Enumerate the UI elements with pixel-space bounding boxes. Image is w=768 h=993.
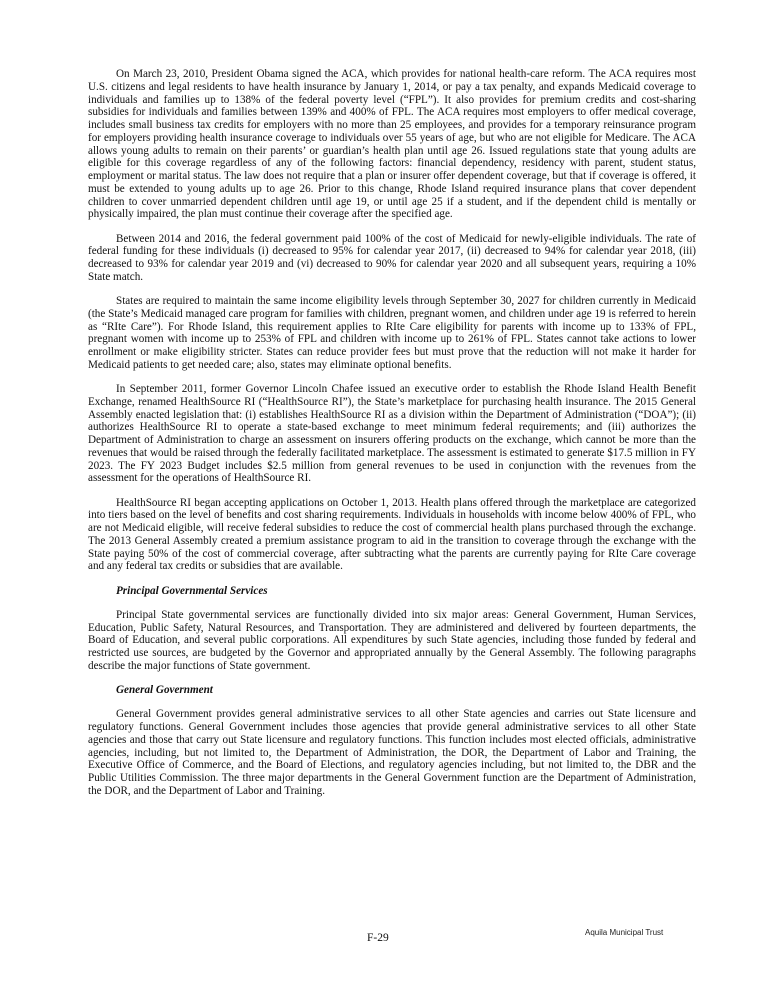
paragraph-aca: On March 23, 2010, President Obama signed the ACA, which provides for national health-care reform. The ACA requires most U.S. citizens and legal residents to have health insurance by January 1, 2014, or pay a tax penalty, and expands Medicaid coverage to individuals and families up to 138% of the federal poverty level (“FPL”). It also provides for premium credits and cost-sharing subsidies for individuals and families between 139% and 400% of FPL. The ACA requires most employers to offer medical coverage, includes small business tax credits for employers with no more than 25 employees, and provides for a temporary reinsurance program for employers providing health insurance coverage to individuals over 55 years of age, but who are not eligible for Medicare. The ACA allows young adults to remain on their parents’ or guardian’s health plan until age 26. Issued regulations state that young adults are eligible for this coverage regardless of any of the following factors: financial dependency, residency with parent, student status, employment or marital status. The law does not require that a plan or insurer offer dependent coverage, but that if coverage is offered, it must be extended to young adults up to age 26. Prior to this change, Rhode Island required insurance plans that cover dependent children to cover unmarried dependent children until age 19, or until age 25 if a student, and if the dependent child is mentally or physically impaired, the plan must continue their coverage after the specified age. xyxy=(88,68,696,221)
paragraph-principal-services: Principal State governmental services are functionally divided into six major areas: General Government, Human Services, Education, Public Safety, Natural Resources, and Transportation. They are administered and delivered by fourteen departments, the Board of Education, and several public corporations. All expenditures by such State agencies, including those funded by federal and restricted use sources, are budgeted by the Governor and appropriated annually by the General Assembly. The following paragraphs describe the major functions of State government. xyxy=(88,608,696,672)
page-number: F-29 xyxy=(367,932,389,944)
paragraph-income-eligibility: States are required to maintain the same income eligibility levels through September 30, 2027 for children currently in Medicaid (the State’s Medicaid managed care program for families with children, pregnant women, and children under age 19 is referred to herein as “RIte Care”). For Rhode Island, this requirement applies to RIte Care eligibility for parents with income up to 133% of FPL, pregnant women with income up to 253% of FPL and children with income up to 261% of FPL. States cannot take actions to lower enrollment or make eligibility stricter. States can reduce provider fees but must prove that the reduction will not make it harder for Medicaid patients to get needed care; also, states may eliminate optional benefits. xyxy=(88,295,696,371)
footer-brand: Aquila Municipal Trust xyxy=(585,928,664,937)
heading-general-government: General Government xyxy=(116,684,213,696)
paragraph-healthsource-exchange: In September 2011, former Governor Lincoln Chafee issued an executive order to establish the Rhode Island Health Benefit Exchange, renamed HealthSource RI (“HealthSource RI”), the State’s marketplace for purchasing health insurance. The 2015 General Assembly enacted legislation that: (i) establishes HealthSource RI as a division within the Department of Administration (“DOA”); (ii) authorizes HealthSource RI to operate a state-based exchange to meet minimum federal requirements; and (iii) authorizes the Department of Administration to charge an assessment on insurers offering products on the exchange, which cannot be more than the revenues that would be raised through the federally facilitated marketplace. The assessment is estimated to generate $17.5 million in FY 2023. The FY 2023 Budget includes $2.5 million from general revenues to be used in conjunction with the revenues from the assessment for the operations of HealthSource RI. xyxy=(88,383,696,485)
document-page xyxy=(88,68,696,809)
paragraph-medicaid-funding: Between 2014 and 2016, the federal government paid 100% of the cost of Medicaid for newly-eligible individuals. The rate of federal funding for these individuals (i) decreased to 95% for calendar year 2017, (ii) decreased to 94% for calendar year 2018, (iii) decreased to 93% for calendar year 2019 and (vi) decreased to 90% for calendar year 2020 and all subsequent years, requiring a 10% State match. xyxy=(88,232,696,283)
paragraph-general-government: General Government provides general administrative services to all other State agencies and carries out State licensure and regulatory functions. General Government includes those agencies that provide general administrative services to all other State agencies and those that carry out State licensure and regulatory functions. This function includes most elected officials, administrative agencies, including, but not limited to, the Department of Administration, the DOR, the Department of Labor and Training, the Executive Office of Commerce, and the Board of Elections, and regulatory agencies including, but not limited to, the DBR and the Public Utilities Commission. The three major departments in the General Government function are the Department of Administration, the DOR, and the Department of Labor and Training. xyxy=(88,708,696,797)
paragraph-healthsource-applications: HealthSource RI began accepting applications on October 1, 2013. Health plans offered through the marketplace are categorized into tiers based on the level of benefits and cost sharing requirements. Individuals in households with income below 400% of FPL, who are not Medicaid eligible, will receive federal subsidies to reduce the cost of commercial health plans purchased through the exchange. The 2013 General Assembly created a premium assistance program to aid in the transition to coverage through the exchange with the State paying 50% of the cost of commercial coverage, after subtracting what the parents are currently paying for RIte Care coverage and any federal tax credits or subsidies that are available. xyxy=(88,496,696,573)
heading-principal-services: Principal Governmental Services xyxy=(116,584,268,597)
